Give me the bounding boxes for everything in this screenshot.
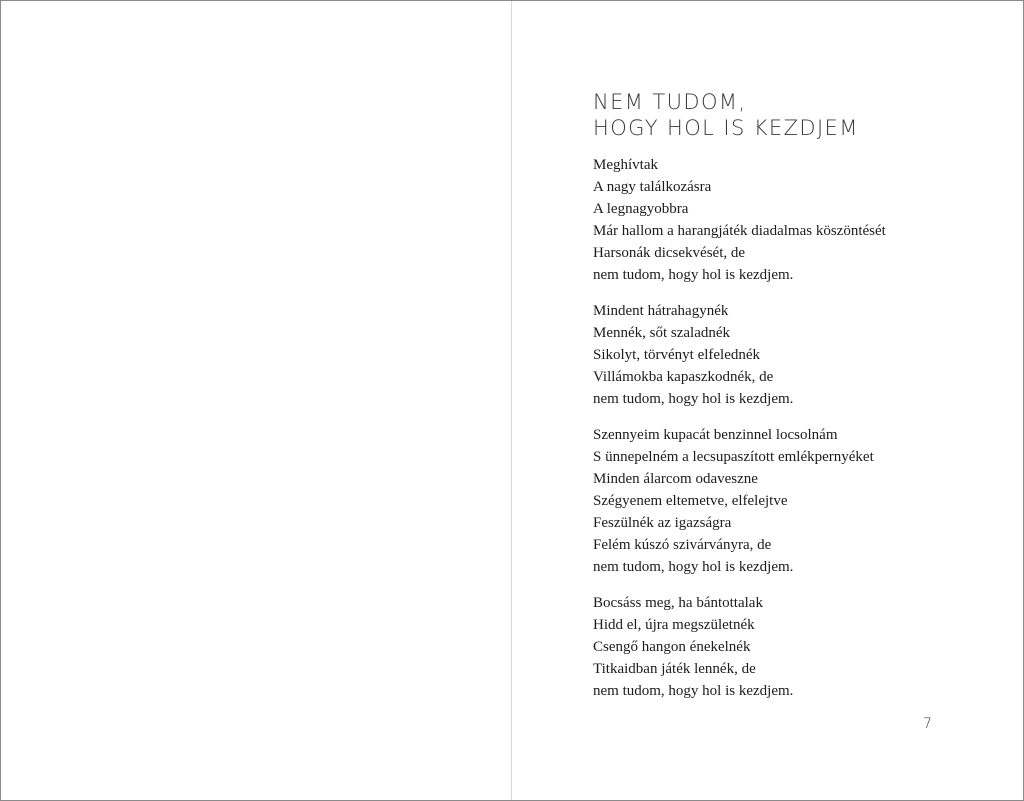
poem-line: Sikolyt, törvényt elfelednék xyxy=(593,347,761,363)
poem-line: Felém kúszó szivárványra, de xyxy=(593,537,772,553)
poem-line: nem tudom, hogy hol is kezdjem. xyxy=(593,683,794,699)
poem-line: Villámokba kapaszkodnék, de xyxy=(593,369,774,385)
poem-line: nem tudom, hogy hol is kezdjem. xyxy=(593,267,794,283)
stanza-2 xyxy=(593,300,886,410)
left-page xyxy=(1,1,511,800)
stanza-3 xyxy=(593,424,886,578)
poem-line: Feszülnék az igazságra xyxy=(593,515,732,531)
poem-line: Szennyeim kupacát benzinnel locsolnám xyxy=(593,427,838,443)
poem-line: Mindent hátrahagynék xyxy=(593,303,729,319)
poem-line: Mennék, sőt szaladnék xyxy=(593,325,731,341)
poem-line: Már hallom a harangjáték diadalmas köszöntését xyxy=(593,223,886,239)
poem-line: Minden álarcom odaveszne xyxy=(593,471,758,487)
poem-line: Meghívtak xyxy=(593,157,658,173)
poem-line: A nagy találkozásra xyxy=(593,179,712,195)
poem-line: nem tudom, hogy hol is kezdjem. xyxy=(593,391,794,407)
poem-line: Szégyenem eltemetve, elfelejtve xyxy=(593,493,788,509)
stanza-4 xyxy=(593,592,886,702)
stanza-1 xyxy=(593,154,886,286)
poem-body xyxy=(593,154,886,716)
poem-title-line-1: NEM TUDOM, xyxy=(593,90,747,114)
poem-line: Harsonák dicsekvését, de xyxy=(593,245,746,261)
poem-line: A legnagyobbra xyxy=(593,201,689,217)
poem-line: nem tudom, hogy hol is kezdjem. xyxy=(593,559,794,575)
poem-title-line-2: HOGY HOL IS KEZDJEM xyxy=(593,116,859,140)
poem-line: Hidd el, újra megszületnék xyxy=(593,617,755,633)
poem-title xyxy=(593,89,859,141)
poem-line: S ünnepelném a lecsupaszított emlékpernyéket xyxy=(593,449,874,465)
poem-line: Bocsáss meg, ha bántottalak xyxy=(593,595,763,611)
poem-line: Titkaidban játék lennék, de xyxy=(593,661,756,677)
poem-line: Csengő hangon énekelnék xyxy=(593,639,751,655)
right-page xyxy=(512,1,1023,800)
page-number: 7 xyxy=(923,716,932,732)
